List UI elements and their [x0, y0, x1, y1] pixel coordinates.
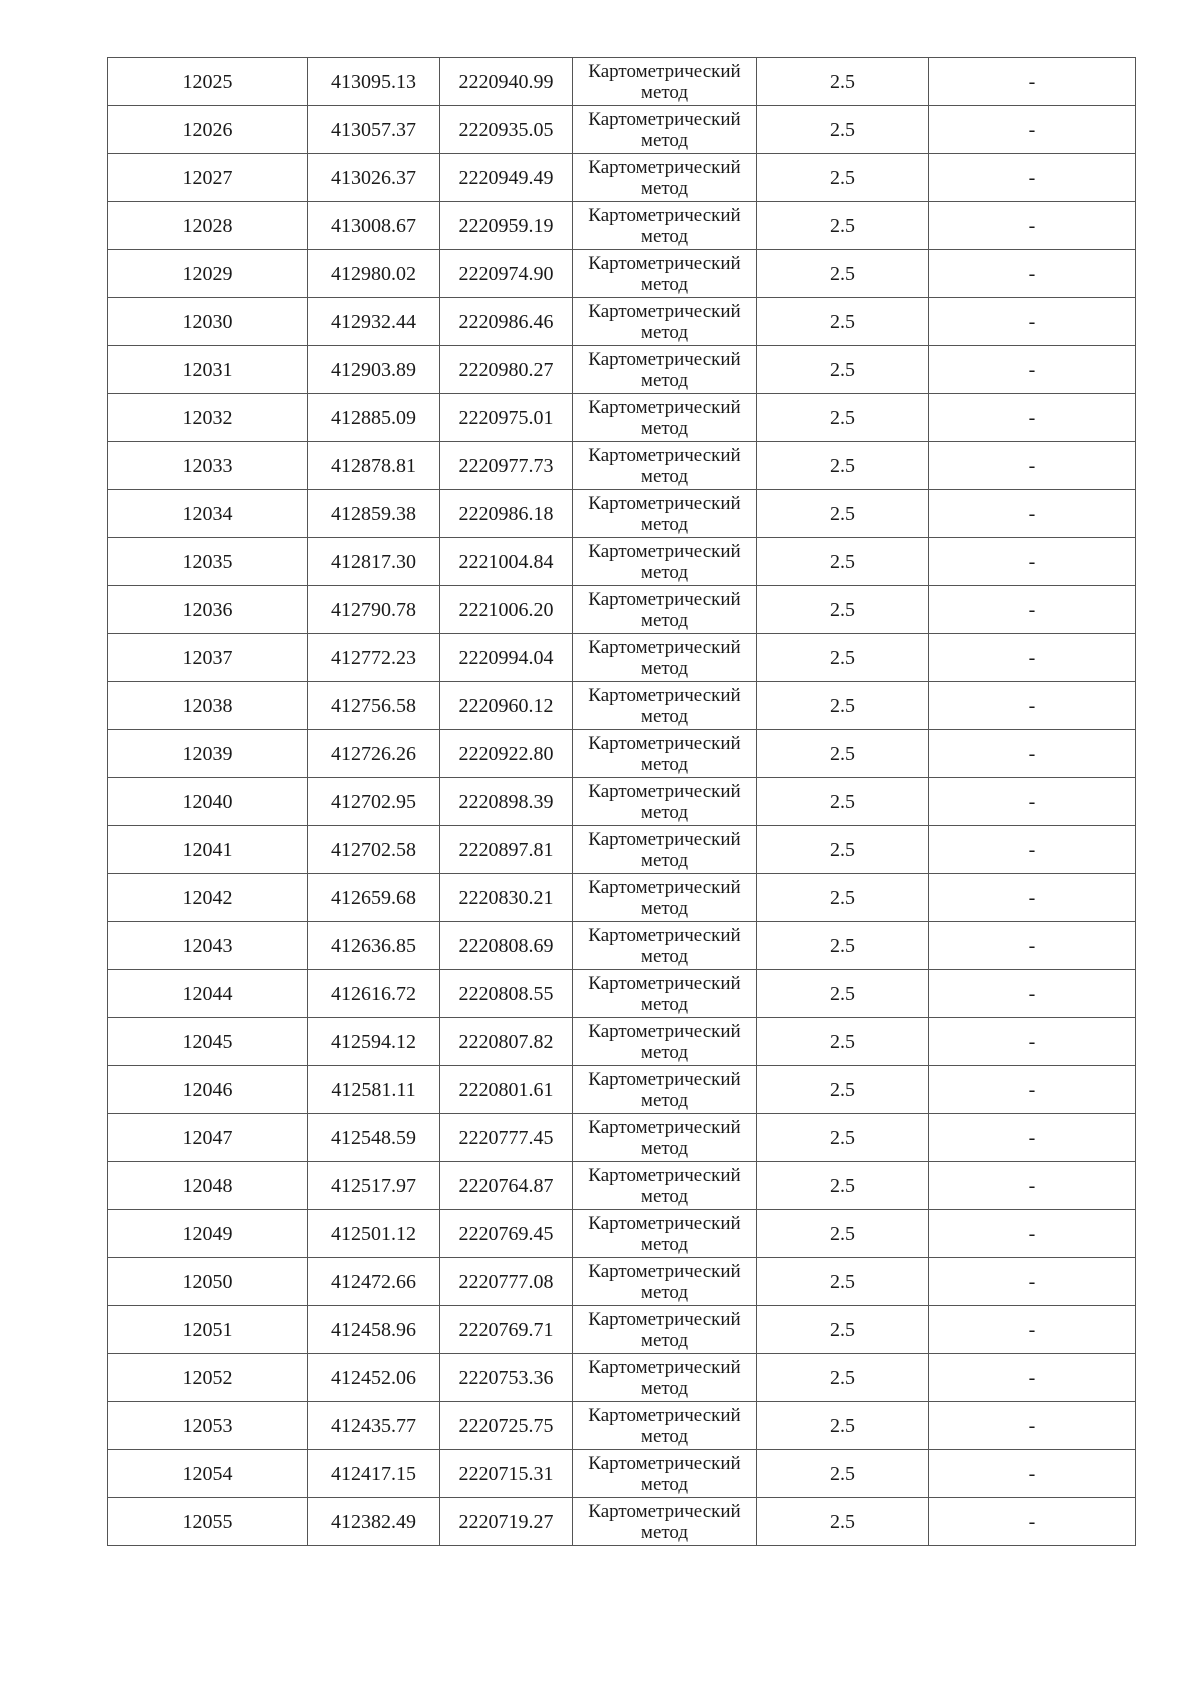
method-cell: Картометрический метод	[573, 346, 757, 394]
table-row	[108, 538, 1136, 586]
description-cell: -	[929, 1066, 1136, 1114]
description-cell: -	[929, 490, 1136, 538]
description-cell: -	[929, 1402, 1136, 1450]
x-coordinate-cell: 412726.26	[308, 730, 440, 778]
accuracy-cell: 2.5	[757, 634, 929, 682]
y-coordinate-cell: 2220974.90	[440, 250, 573, 298]
accuracy-cell: 2.5	[757, 202, 929, 250]
x-coordinate-cell: 412790.78	[308, 586, 440, 634]
accuracy-cell: 2.5	[757, 1354, 929, 1402]
method-cell: Картометрический метод	[573, 298, 757, 346]
description-cell: -	[929, 826, 1136, 874]
boundary-points-table	[107, 57, 1136, 1546]
point-number-cell: 12031	[108, 346, 308, 394]
method-cell: Картометрический метод	[573, 826, 757, 874]
table-row	[108, 394, 1136, 442]
description-cell: -	[929, 1018, 1136, 1066]
y-coordinate-cell: 2220960.12	[440, 682, 573, 730]
x-coordinate-cell: 412980.02	[308, 250, 440, 298]
point-number-cell: 12047	[108, 1114, 308, 1162]
point-number-cell: 12044	[108, 970, 308, 1018]
x-coordinate-cell: 413095.13	[308, 58, 440, 106]
description-cell: -	[929, 1354, 1136, 1402]
description-cell: -	[929, 922, 1136, 970]
method-cell: Картометрический метод	[573, 778, 757, 826]
method-cell: Картометрический метод	[573, 394, 757, 442]
y-coordinate-cell: 2220986.18	[440, 490, 573, 538]
point-number-cell: 12050	[108, 1258, 308, 1306]
description-cell: -	[929, 154, 1136, 202]
method-cell: Картометрический метод	[573, 1210, 757, 1258]
description-cell: -	[929, 250, 1136, 298]
table-row	[108, 1162, 1136, 1210]
point-number-cell: 12052	[108, 1354, 308, 1402]
x-coordinate-cell: 412903.89	[308, 346, 440, 394]
point-number-cell: 12035	[108, 538, 308, 586]
y-coordinate-cell: 2220753.36	[440, 1354, 573, 1402]
accuracy-cell: 2.5	[757, 1162, 929, 1210]
description-cell: -	[929, 730, 1136, 778]
y-coordinate-cell: 2220986.46	[440, 298, 573, 346]
accuracy-cell: 2.5	[757, 826, 929, 874]
table-row	[108, 250, 1136, 298]
x-coordinate-cell: 412594.12	[308, 1018, 440, 1066]
point-number-cell: 12042	[108, 874, 308, 922]
table-body	[108, 58, 1136, 1546]
x-coordinate-cell: 412702.58	[308, 826, 440, 874]
accuracy-cell: 2.5	[757, 1498, 929, 1546]
x-coordinate-cell: 412702.95	[308, 778, 440, 826]
table-row	[108, 1450, 1136, 1498]
table-row	[108, 682, 1136, 730]
point-number-cell: 12055	[108, 1498, 308, 1546]
point-number-cell: 12039	[108, 730, 308, 778]
table-row	[108, 346, 1136, 394]
table-row	[108, 1114, 1136, 1162]
y-coordinate-cell: 2220777.08	[440, 1258, 573, 1306]
description-cell: -	[929, 586, 1136, 634]
y-coordinate-cell: 2221004.84	[440, 538, 573, 586]
method-cell: Картометрический метод	[573, 106, 757, 154]
table-row	[108, 106, 1136, 154]
x-coordinate-cell: 413008.67	[308, 202, 440, 250]
description-cell: -	[929, 778, 1136, 826]
table-row	[108, 1306, 1136, 1354]
x-coordinate-cell: 412859.38	[308, 490, 440, 538]
y-coordinate-cell: 2220977.73	[440, 442, 573, 490]
y-coordinate-cell: 2220994.04	[440, 634, 573, 682]
description-cell: -	[929, 682, 1136, 730]
point-number-cell: 12029	[108, 250, 308, 298]
method-cell: Картометрический метод	[573, 202, 757, 250]
table-row	[108, 778, 1136, 826]
y-coordinate-cell: 2220975.01	[440, 394, 573, 442]
description-cell: -	[929, 1306, 1136, 1354]
accuracy-cell: 2.5	[757, 682, 929, 730]
accuracy-cell: 2.5	[757, 250, 929, 298]
y-coordinate-cell: 2220898.39	[440, 778, 573, 826]
method-cell: Картометрический метод	[573, 1258, 757, 1306]
method-cell: Картометрический метод	[573, 922, 757, 970]
description-cell: -	[929, 202, 1136, 250]
y-coordinate-cell: 2220764.87	[440, 1162, 573, 1210]
point-number-cell: 12036	[108, 586, 308, 634]
x-coordinate-cell: 412878.81	[308, 442, 440, 490]
accuracy-cell: 2.5	[757, 298, 929, 346]
point-number-cell: 12040	[108, 778, 308, 826]
point-number-cell: 12026	[108, 106, 308, 154]
description-cell: -	[929, 442, 1136, 490]
x-coordinate-cell: 412435.77	[308, 1402, 440, 1450]
accuracy-cell: 2.5	[757, 154, 929, 202]
accuracy-cell: 2.5	[757, 538, 929, 586]
accuracy-cell: 2.5	[757, 730, 929, 778]
point-number-cell: 12038	[108, 682, 308, 730]
accuracy-cell: 2.5	[757, 1258, 929, 1306]
method-cell: Картометрический метод	[573, 634, 757, 682]
point-number-cell: 12030	[108, 298, 308, 346]
method-cell: Картометрический метод	[573, 1450, 757, 1498]
accuracy-cell: 2.5	[757, 586, 929, 634]
table-row	[108, 298, 1136, 346]
description-cell: -	[929, 1450, 1136, 1498]
method-cell: Картометрический метод	[573, 682, 757, 730]
x-coordinate-cell: 412817.30	[308, 538, 440, 586]
method-cell: Картометрический метод	[573, 154, 757, 202]
description-cell: -	[929, 538, 1136, 586]
y-coordinate-cell: 2220769.71	[440, 1306, 573, 1354]
x-coordinate-cell: 412885.09	[308, 394, 440, 442]
accuracy-cell: 2.5	[757, 58, 929, 106]
y-coordinate-cell: 2220807.82	[440, 1018, 573, 1066]
table-row	[108, 154, 1136, 202]
method-cell: Картометрический метод	[573, 874, 757, 922]
x-coordinate-cell: 412501.12	[308, 1210, 440, 1258]
y-coordinate-cell: 2221006.20	[440, 586, 573, 634]
point-number-cell: 12048	[108, 1162, 308, 1210]
x-coordinate-cell: 412659.68	[308, 874, 440, 922]
table-row	[108, 970, 1136, 1018]
table-row	[108, 202, 1136, 250]
accuracy-cell: 2.5	[757, 106, 929, 154]
y-coordinate-cell: 2220769.45	[440, 1210, 573, 1258]
table-row	[108, 1210, 1136, 1258]
method-cell: Картометрический метод	[573, 1498, 757, 1546]
method-cell: Картометрический метод	[573, 1066, 757, 1114]
table-row	[108, 826, 1136, 874]
y-coordinate-cell: 2220897.81	[440, 826, 573, 874]
table-row	[108, 58, 1136, 106]
accuracy-cell: 2.5	[757, 1066, 929, 1114]
x-coordinate-cell: 412517.97	[308, 1162, 440, 1210]
y-coordinate-cell: 2220935.05	[440, 106, 573, 154]
point-number-cell: 12034	[108, 490, 308, 538]
accuracy-cell: 2.5	[757, 1402, 929, 1450]
description-cell: -	[929, 106, 1136, 154]
method-cell: Картометрический метод	[573, 442, 757, 490]
x-coordinate-cell: 412581.11	[308, 1066, 440, 1114]
description-cell: -	[929, 1258, 1136, 1306]
table-row	[108, 874, 1136, 922]
method-cell: Картометрический метод	[573, 1114, 757, 1162]
x-coordinate-cell: 412772.23	[308, 634, 440, 682]
description-cell: -	[929, 874, 1136, 922]
table-row	[108, 1258, 1136, 1306]
table-row	[108, 1018, 1136, 1066]
method-cell: Картометрический метод	[573, 58, 757, 106]
point-number-cell: 12045	[108, 1018, 308, 1066]
y-coordinate-cell: 2220808.55	[440, 970, 573, 1018]
x-coordinate-cell: 412636.85	[308, 922, 440, 970]
method-cell: Картометрический метод	[573, 1306, 757, 1354]
table-row	[108, 586, 1136, 634]
x-coordinate-cell: 412452.06	[308, 1354, 440, 1402]
table-row	[108, 442, 1136, 490]
x-coordinate-cell: 412932.44	[308, 298, 440, 346]
x-coordinate-cell: 413057.37	[308, 106, 440, 154]
y-coordinate-cell: 2220725.75	[440, 1402, 573, 1450]
table-row	[108, 1354, 1136, 1402]
point-number-cell: 12051	[108, 1306, 308, 1354]
description-cell: -	[929, 394, 1136, 442]
description-cell: -	[929, 58, 1136, 106]
description-cell: -	[929, 1114, 1136, 1162]
accuracy-cell: 2.5	[757, 970, 929, 1018]
table-row	[108, 490, 1136, 538]
accuracy-cell: 2.5	[757, 874, 929, 922]
table-row	[108, 634, 1136, 682]
method-cell: Картометрический метод	[573, 538, 757, 586]
x-coordinate-cell: 412756.58	[308, 682, 440, 730]
y-coordinate-cell: 2220959.19	[440, 202, 573, 250]
x-coordinate-cell: 412458.96	[308, 1306, 440, 1354]
point-number-cell: 12033	[108, 442, 308, 490]
description-cell: -	[929, 1498, 1136, 1546]
y-coordinate-cell: 2220715.31	[440, 1450, 573, 1498]
x-coordinate-cell: 412616.72	[308, 970, 440, 1018]
accuracy-cell: 2.5	[757, 778, 929, 826]
point-number-cell: 12028	[108, 202, 308, 250]
y-coordinate-cell: 2220922.80	[440, 730, 573, 778]
point-number-cell: 12054	[108, 1450, 308, 1498]
x-coordinate-cell: 413026.37	[308, 154, 440, 202]
y-coordinate-cell: 2220949.49	[440, 154, 573, 202]
accuracy-cell: 2.5	[757, 394, 929, 442]
point-number-cell: 12053	[108, 1402, 308, 1450]
method-cell: Картометрический метод	[573, 970, 757, 1018]
point-number-cell: 12041	[108, 826, 308, 874]
point-number-cell: 12032	[108, 394, 308, 442]
method-cell: Картометрический метод	[573, 250, 757, 298]
y-coordinate-cell: 2220719.27	[440, 1498, 573, 1546]
y-coordinate-cell: 2220940.99	[440, 58, 573, 106]
method-cell: Картометрический метод	[573, 730, 757, 778]
accuracy-cell: 2.5	[757, 442, 929, 490]
description-cell: -	[929, 970, 1136, 1018]
point-number-cell: 12025	[108, 58, 308, 106]
method-cell: Картометрический метод	[573, 1018, 757, 1066]
point-number-cell: 12037	[108, 634, 308, 682]
accuracy-cell: 2.5	[757, 1114, 929, 1162]
y-coordinate-cell: 2220830.21	[440, 874, 573, 922]
accuracy-cell: 2.5	[757, 1018, 929, 1066]
accuracy-cell: 2.5	[757, 490, 929, 538]
method-cell: Картометрический метод	[573, 1402, 757, 1450]
table-row	[108, 730, 1136, 778]
method-cell: Картометрический метод	[573, 586, 757, 634]
x-coordinate-cell: 412417.15	[308, 1450, 440, 1498]
point-number-cell: 12046	[108, 1066, 308, 1114]
description-cell: -	[929, 298, 1136, 346]
description-cell: -	[929, 346, 1136, 394]
y-coordinate-cell: 2220801.61	[440, 1066, 573, 1114]
accuracy-cell: 2.5	[757, 1450, 929, 1498]
x-coordinate-cell: 412548.59	[308, 1114, 440, 1162]
point-number-cell: 12043	[108, 922, 308, 970]
table-row	[108, 1498, 1136, 1546]
method-cell: Картометрический метод	[573, 490, 757, 538]
x-coordinate-cell: 412472.66	[308, 1258, 440, 1306]
y-coordinate-cell: 2220808.69	[440, 922, 573, 970]
accuracy-cell: 2.5	[757, 346, 929, 394]
table-row	[108, 1066, 1136, 1114]
description-cell: -	[929, 1210, 1136, 1258]
point-number-cell: 12049	[108, 1210, 308, 1258]
y-coordinate-cell: 2220980.27	[440, 346, 573, 394]
table-row	[108, 1402, 1136, 1450]
description-cell: -	[929, 1162, 1136, 1210]
accuracy-cell: 2.5	[757, 1210, 929, 1258]
y-coordinate-cell: 2220777.45	[440, 1114, 573, 1162]
accuracy-cell: 2.5	[757, 1306, 929, 1354]
table-row	[108, 922, 1136, 970]
accuracy-cell: 2.5	[757, 922, 929, 970]
method-cell: Картометрический метод	[573, 1162, 757, 1210]
method-cell: Картометрический метод	[573, 1354, 757, 1402]
x-coordinate-cell: 412382.49	[308, 1498, 440, 1546]
description-cell: -	[929, 634, 1136, 682]
point-number-cell: 12027	[108, 154, 308, 202]
